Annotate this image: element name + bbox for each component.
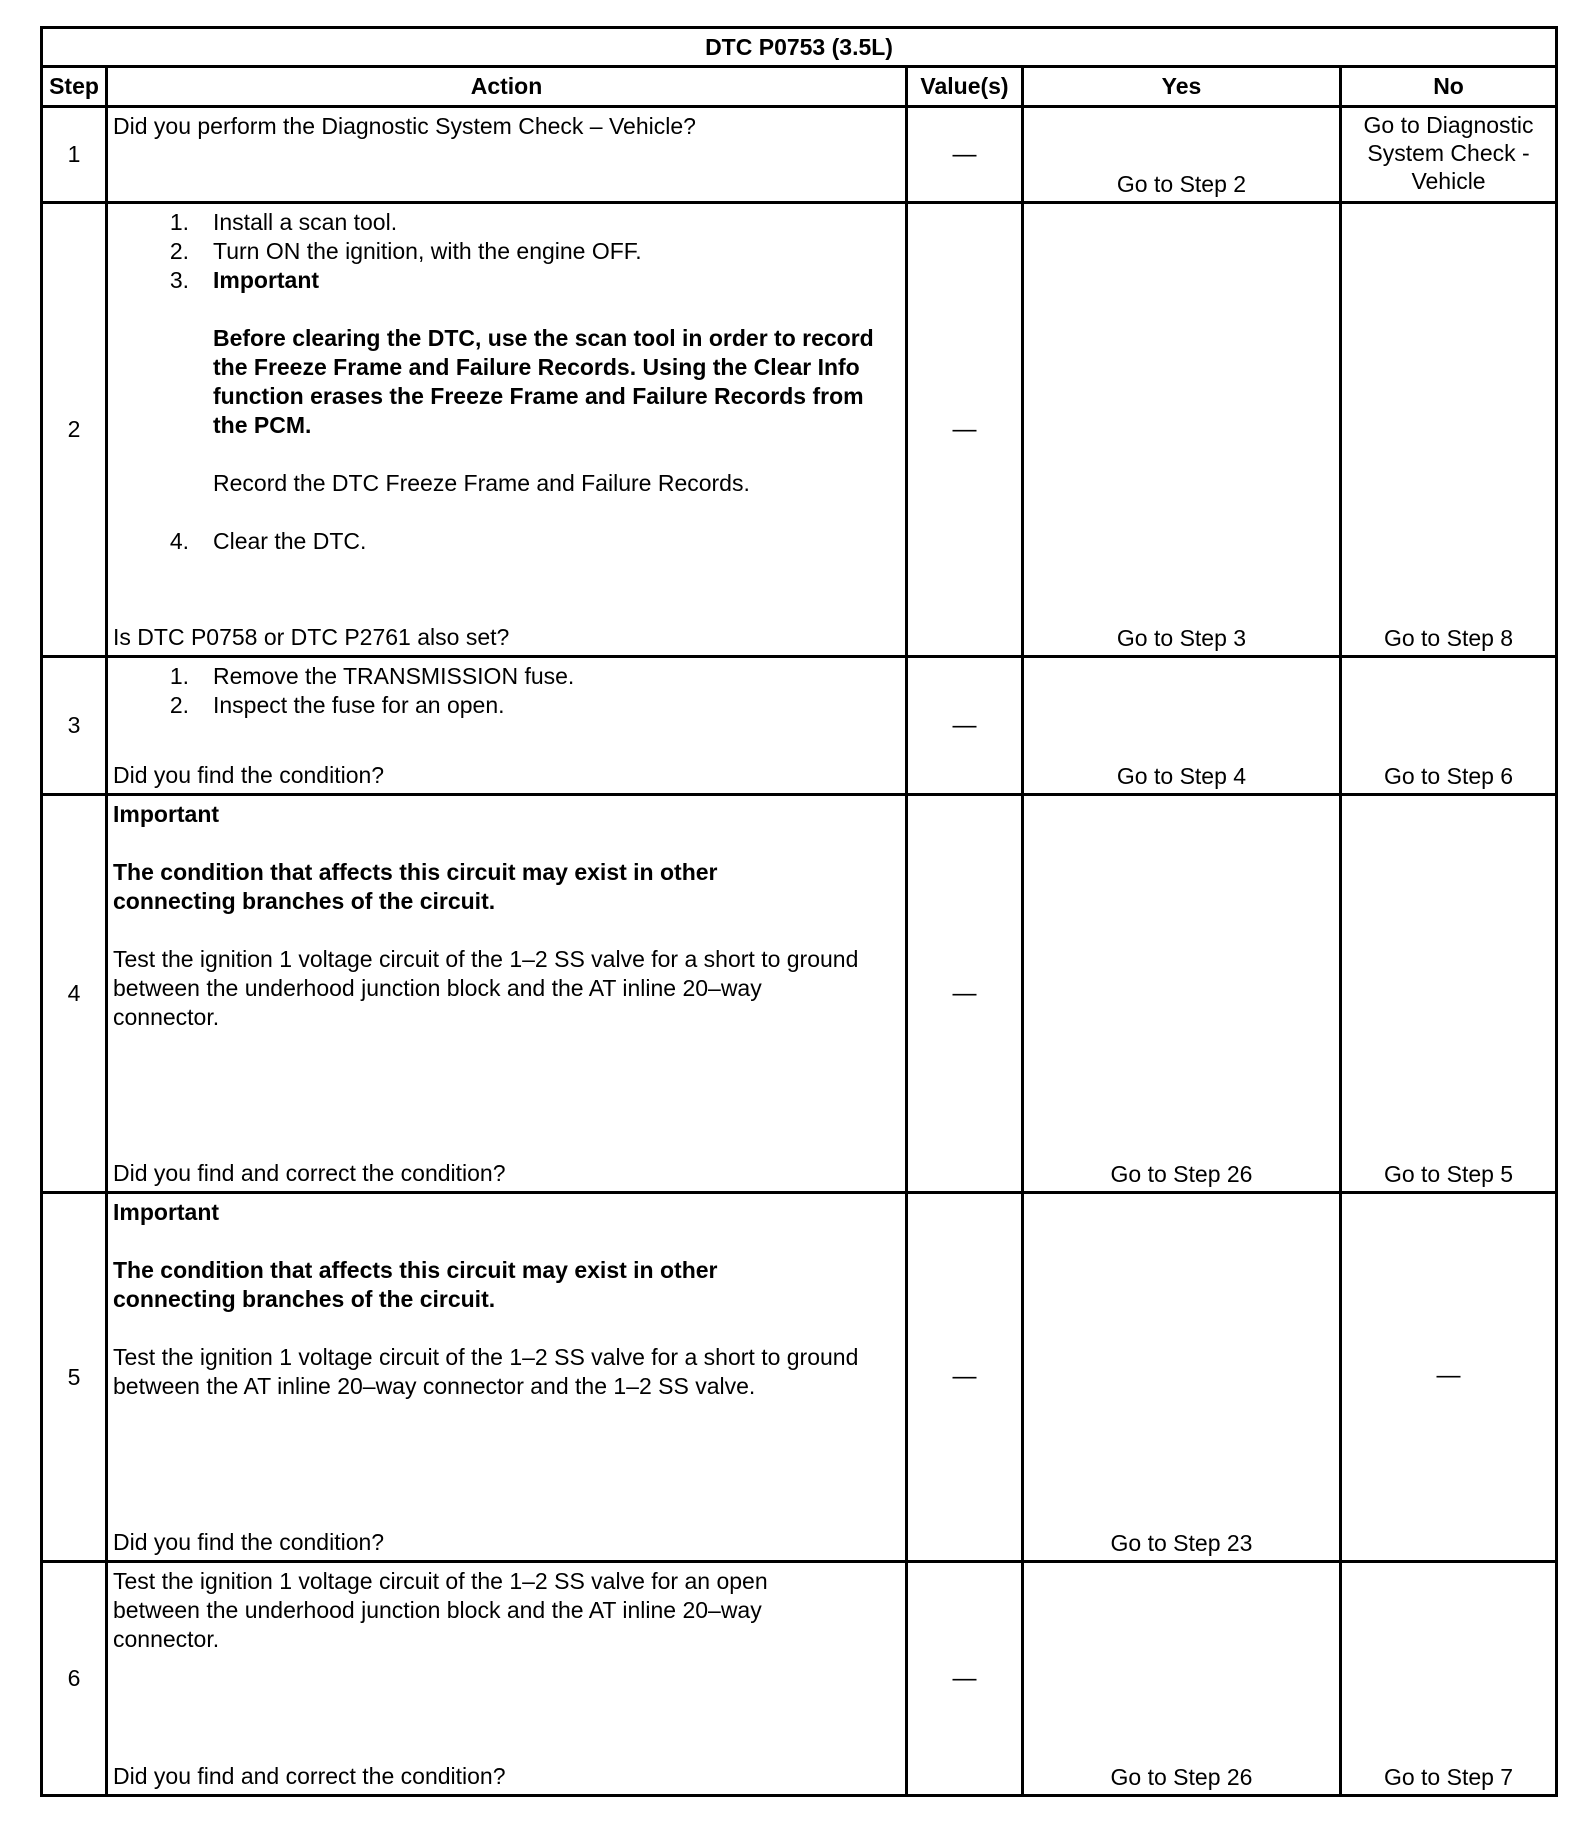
step-number: 5 (42, 1193, 107, 1562)
action-steps (113, 208, 899, 556)
important-heading: Important (113, 1199, 220, 1225)
no-cell: Go to Step 8 (1341, 203, 1557, 657)
action-content (113, 800, 899, 1188)
table-row-step-1 (42, 107, 1557, 203)
action-cell (107, 1193, 907, 1562)
action-question: Did you find the condition? (113, 1529, 385, 1555)
action-question: Did you find and correct the condition? (113, 1763, 506, 1789)
yes-cell: Go to Step 26 (1023, 1562, 1341, 1796)
list-item: 2. Inspect the fuse for an open. (169, 692, 505, 718)
action-content (113, 1198, 899, 1557)
yes-cell: Go to Step 2 (1023, 107, 1341, 203)
table-title: DTC P0753 (3.5L) (42, 28, 1557, 67)
yes-cell: Go to Step 23 (1023, 1193, 1341, 1562)
action-text: Test the ignition 1 voltage circuit of the 1–2 SS valve for a short to ground between the AT inline 20–way connector and the 1–2 SS valve. (113, 1344, 859, 1399)
step-number: 6 (42, 1562, 107, 1796)
important-notice: Before clearing the DTC, use the scan tool in order to record the Freeze Frame and Failure Records. Using the Clear Info function erases the Freeze Frame and Failure Records from the PCM. (213, 325, 874, 438)
table-row-step-4 (42, 795, 1557, 1193)
list-item: 1. Install a scan tool. (169, 209, 398, 235)
action-text: Test the ignition 1 voltage circuit of the 1–2 SS valve for an open between the underhood junction block and the AT inline 20–way connector. (113, 1568, 768, 1652)
action-text: Test the ignition 1 voltage circuit of the 1–2 SS valve for a short to ground between the underhood junction block and the AT inline 20–way connector. (113, 946, 859, 1030)
yes-cell: Go to Step 4 (1023, 657, 1341, 795)
header-yes: Yes (1023, 67, 1341, 107)
table-row-step-2 (42, 203, 1557, 657)
action-cell (107, 795, 907, 1193)
header-values: Value(s) (907, 67, 1023, 107)
value-cell: — (907, 203, 1023, 657)
action-question: Did you find the condition? (113, 762, 385, 788)
step-number: 1 (42, 107, 107, 203)
yes-cell: Go to Step 3 (1023, 203, 1341, 657)
table-row-step-3 (42, 657, 1557, 795)
yes-cell: Go to Step 26 (1023, 795, 1341, 1193)
list-item: 1. Remove the TRANSMISSION fuse. (169, 663, 575, 689)
action-question: Did you perform the Diagnostic System Check – Vehicle? (113, 113, 696, 139)
action-question: Did you find and correct the condition? (113, 1160, 506, 1186)
no-cell: Go to Step 6 (1341, 657, 1557, 795)
no-cell: Go to Step 5 (1341, 795, 1557, 1193)
action-cell (107, 657, 907, 795)
action-content (113, 1567, 899, 1791)
step-number: 3 (42, 657, 107, 795)
important-notice: The condition that affects this circuit may exist in other connecting branches of the circuit. (113, 1257, 718, 1312)
value-cell: — (907, 1562, 1023, 1796)
dtc-table (40, 26, 1558, 1797)
table-row-step-5 (42, 1193, 1557, 1562)
diagnostic-sheet (40, 26, 1555, 1797)
header-step: Step (42, 67, 107, 107)
action-cell (107, 1562, 907, 1796)
no-cell: Go to Step 7 (1341, 1562, 1557, 1796)
table-row-step-6 (42, 1562, 1557, 1796)
action-content (113, 662, 899, 790)
action-question: Is DTC P0758 or DTC P2761 also set? (113, 624, 510, 650)
action-note: Record the DTC Freeze Frame and Failure Records. (213, 470, 750, 496)
no-cell: — (1341, 1193, 1557, 1562)
list-item: 4. Clear the DTC. (169, 528, 367, 554)
value-cell: — (907, 795, 1023, 1193)
important-heading: Important (113, 801, 220, 827)
step-number: 2 (42, 203, 107, 657)
value-cell: — (907, 1193, 1023, 1562)
header-action: Action (107, 67, 907, 107)
action-content (113, 208, 899, 652)
important-notice: The condition that affects this circuit may exist in other connecting branches of the circuit. (113, 859, 718, 914)
list-item: 2. Turn ON the ignition, with the engine OFF. (169, 238, 642, 264)
header-row (42, 67, 1557, 107)
step-number: 4 (42, 795, 107, 1193)
value-cell: — (907, 657, 1023, 795)
list-item: 3. Important Before clearing the DTC, use the scan tool in order to record the Freeze Frame and Failure Records. Using the Clear Info function erases the Freeze Frame and Failure Records from the PCM. Record the DTC Freeze Frame and Failure Records. (113, 266, 899, 527)
value-cell: — (907, 107, 1023, 203)
action-steps (113, 662, 899, 720)
header-no: No (1341, 67, 1557, 107)
no-cell: Go to Diagnostic System Check - Vehicle (1341, 107, 1557, 203)
action-cell (107, 203, 907, 657)
title-row (42, 28, 1557, 67)
action-cell (107, 107, 907, 203)
